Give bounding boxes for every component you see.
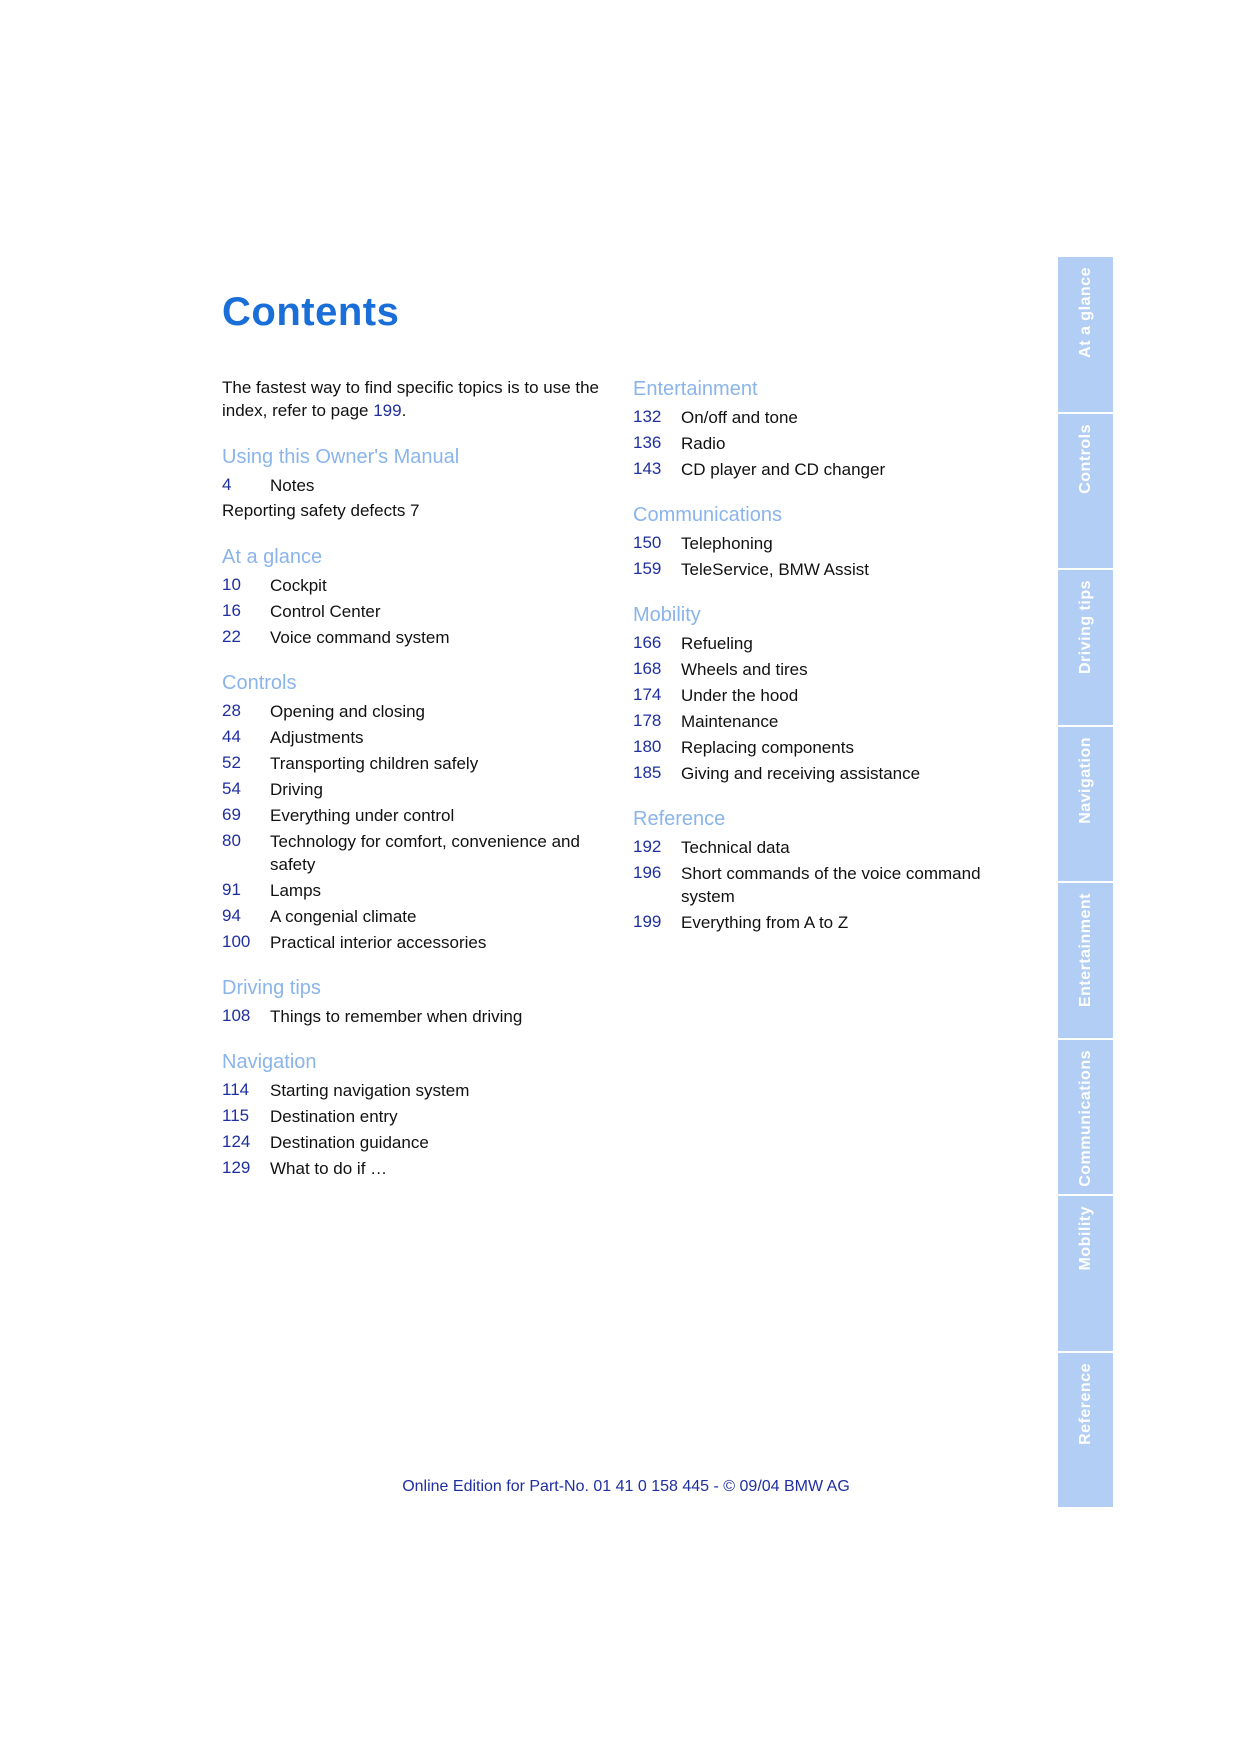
toc-entry[interactable]	[633, 456, 1033, 482]
toc-page-number[interactable]: 178	[633, 711, 662, 730]
toc-entry[interactable]	[222, 1003, 612, 1029]
toc-entry[interactable]	[222, 929, 612, 955]
toc-entry[interactable]	[633, 760, 1033, 786]
section-driving-tips	[222, 975, 612, 1029]
toc-page-number[interactable]: 124	[222, 1132, 251, 1151]
toc-entry-title: TeleService, BMW Assist	[681, 560, 869, 579]
chapter-tab-mobility[interactable]	[1058, 1196, 1113, 1353]
toc-entry[interactable]	[222, 828, 612, 877]
chapter-tab-label: Controls	[1076, 423, 1094, 494]
chapter-tab-label: Navigation	[1076, 736, 1094, 824]
toc-entry-title: Technical data	[681, 838, 790, 857]
toc-entry[interactable]	[633, 860, 1033, 909]
toc-entry-title: Radio	[681, 434, 726, 453]
toc-page-number[interactable]: 22	[222, 627, 241, 646]
left-sections	[222, 444, 612, 1181]
toc-entry[interactable]	[222, 802, 612, 828]
toc-entry-title: Voice command system	[270, 628, 450, 647]
section-navigation	[222, 1049, 612, 1181]
toc-page-number[interactable]: 129	[222, 1158, 251, 1177]
toc-entry-title: Everything from A to Z	[681, 913, 849, 932]
toc-entry-title: Replacing components	[681, 738, 854, 757]
contents-column-left	[222, 376, 612, 1201]
toc-entry[interactable]	[633, 556, 1033, 582]
intro-page-link[interactable]: 199	[373, 401, 402, 420]
toc-page-number[interactable]: 91	[222, 880, 241, 899]
toc-entry-title: Under the hood	[681, 686, 799, 705]
intro-text	[222, 376, 612, 422]
toc-page-number[interactable]: 168	[633, 659, 662, 678]
toc-page-number[interactable]: 54	[222, 779, 241, 798]
toc-entry[interactable]	[633, 909, 1033, 935]
toc-entry-title: Refueling	[681, 634, 753, 653]
toc-page-number[interactable]: 69	[222, 805, 241, 824]
section-heading[interactable]: Communications	[633, 504, 782, 526]
toc-entry[interactable]	[222, 750, 612, 776]
toc-page-number[interactable]: 180	[633, 737, 662, 756]
chapter-tab-driving-tips[interactable]	[1058, 570, 1113, 727]
toc-page-number[interactable]: 4	[222, 475, 232, 494]
toc-entry-title: Technology for comfort, convenience and safety	[270, 832, 580, 874]
toc-entry[interactable]	[222, 1155, 612, 1181]
section-heading[interactable]: Mobility	[633, 604, 701, 626]
chapter-tab-entertainment[interactable]	[1058, 883, 1113, 1040]
toc-entry-title: Adjustments	[270, 728, 364, 747]
section-heading[interactable]: Driving tips	[222, 977, 321, 999]
section-communications	[633, 502, 1033, 582]
toc-page-number[interactable]: 108	[222, 1006, 251, 1025]
toc-page-number[interactable]: 174	[633, 685, 662, 704]
chapter-tab-communications[interactable]	[1058, 1040, 1113, 1197]
toc-entry-title: Short commands of the voice command system	[681, 864, 981, 906]
toc-entry[interactable]	[222, 776, 612, 802]
toc-entry-title: Maintenance	[681, 712, 779, 731]
section-heading[interactable]: Entertainment	[633, 378, 758, 400]
toc-entry-title: Driving	[270, 780, 323, 799]
toc-page-number[interactable]: 132	[633, 407, 662, 426]
section-mobility	[633, 602, 1033, 786]
footer-edition-note: Online Edition for Part-No. 01 41 0 158 445 - © 09/04 BMW AG	[402, 1478, 850, 1495]
chapter-tab-label: Communications	[1076, 1049, 1094, 1187]
toc-page-number[interactable]: 136	[633, 433, 662, 452]
toc-entry[interactable]	[222, 1077, 612, 1103]
toc-entry[interactable]	[222, 624, 612, 650]
section-heading[interactable]: At a glance	[222, 546, 323, 568]
toc-entry[interactable]	[222, 698, 612, 724]
toc-entry[interactable]	[633, 430, 1033, 456]
chapter-tab-label: Driving tips	[1076, 580, 1094, 675]
toc-page-number[interactable]: 143	[633, 459, 662, 478]
chapter-tab-label: At a glance	[1076, 267, 1094, 358]
toc-entry-title: Things to remember when driving	[270, 1007, 523, 1026]
toc-page-number[interactable]: 80	[222, 831, 241, 850]
toc-page-number[interactable]: 150	[633, 533, 662, 552]
toc-entry-title: Transporting children safely	[270, 754, 479, 773]
toc-entry[interactable]	[222, 724, 612, 750]
section-heading[interactable]: Using this Owner's Manual	[222, 446, 460, 468]
toc-entry[interactable]	[222, 903, 612, 929]
section-controls	[222, 670, 612, 955]
toc-page-number[interactable]: 16	[222, 601, 241, 620]
toc-page-number[interactable]: 28	[222, 701, 241, 720]
toc-page-number[interactable]: 115	[222, 1106, 250, 1125]
section-reference	[633, 806, 1033, 935]
toc-entry[interactable]	[222, 877, 612, 903]
toc-entry[interactable]	[633, 682, 1033, 708]
contents-column-right	[633, 376, 1033, 955]
toc-page-number[interactable]: 10	[222, 575, 241, 594]
toc-entry-title: Destination entry	[270, 1107, 398, 1126]
toc-entry[interactable]	[222, 1103, 612, 1129]
toc-entry-title: Notes	[270, 476, 315, 495]
toc-page-number[interactable]: 199	[633, 912, 662, 931]
section-entertainment	[633, 376, 1033, 482]
toc-page-number[interactable]: 94	[222, 906, 241, 925]
toc-entry-title: Control Center	[270, 602, 381, 621]
chapter-tab-navigation[interactable]	[1058, 727, 1113, 884]
chapter-tab-label: Reference	[1076, 1362, 1094, 1445]
chapter-tab-controls[interactable]	[1058, 414, 1113, 571]
toc-entry[interactable]	[633, 708, 1033, 734]
toc-entry[interactable]	[222, 1129, 612, 1155]
right-sections	[633, 376, 1033, 935]
toc-page-number[interactable]: 100	[222, 932, 251, 951]
chapter-tab-label: Mobility	[1076, 1206, 1094, 1271]
section-heading[interactable]: Controls	[222, 672, 297, 694]
section-heading[interactable]: Reference	[633, 808, 726, 830]
toc-entry-title: Telephoning	[681, 534, 773, 553]
toc-entry-title: What to do if …	[270, 1159, 388, 1178]
toc-entry-title: CD player and CD changer	[681, 460, 886, 479]
toc-entry[interactable]	[222, 572, 612, 598]
toc-entry-title: Opening and closing	[270, 702, 426, 721]
toc-page-number[interactable]: 44	[222, 727, 241, 746]
page-title: Contents	[222, 290, 400, 334]
chapter-tab-sidebar	[1058, 257, 1113, 1507]
toc-page-number[interactable]: 196	[633, 863, 662, 882]
toc-entry-title: Cockpit	[270, 576, 327, 595]
chapter-tab-at-a-glance[interactable]	[1058, 257, 1113, 414]
toc-page-number[interactable]: 192	[633, 837, 662, 856]
toc-page-number[interactable]: 114	[222, 1080, 250, 1099]
toc-page-number[interactable]: 52	[222, 753, 241, 772]
toc-page-number[interactable]: 159	[633, 559, 662, 578]
toc-page-number[interactable]: 166	[633, 633, 662, 652]
toc-entry[interactable]	[633, 734, 1033, 760]
section-at-a-glance	[222, 544, 612, 650]
toc-entry-title: Starting navigation system	[270, 1081, 470, 1100]
intro-text-after: .	[401, 401, 407, 420]
toc-entry-title: Everything under control	[270, 806, 455, 825]
toc-entry-title: Giving and receiving assistance	[681, 764, 921, 783]
toc-plain-line: Reporting safety defects 7	[222, 501, 420, 520]
toc-entry[interactable]	[222, 472, 612, 498]
toc-entry[interactable]	[633, 630, 1033, 656]
toc-entry-title: Wheels and tires	[681, 660, 808, 679]
toc-entry-title: A congenial climate	[270, 907, 417, 926]
section-using-this-owner-s-manual	[222, 444, 612, 524]
intro-text-before: The fastest way to find specific topics is to use the index, refer to page	[222, 378, 600, 420]
section-heading[interactable]: Navigation	[222, 1051, 317, 1073]
toc-entry-title: On/off and tone	[681, 408, 798, 427]
toc-entry-title: Practical interior accessories	[270, 933, 487, 952]
toc-entry[interactable]	[633, 530, 1033, 556]
toc-page-number[interactable]: 185	[633, 763, 662, 782]
chapter-tab-label: Entertainment	[1076, 893, 1094, 1008]
toc-entry[interactable]	[633, 404, 1033, 430]
toc-entry[interactable]	[633, 656, 1033, 682]
toc-entry-title: Destination guidance	[270, 1133, 429, 1152]
toc-entry-title: Lamps	[270, 881, 322, 900]
toc-entry[interactable]	[633, 834, 1033, 860]
toc-entry[interactable]	[222, 598, 612, 624]
